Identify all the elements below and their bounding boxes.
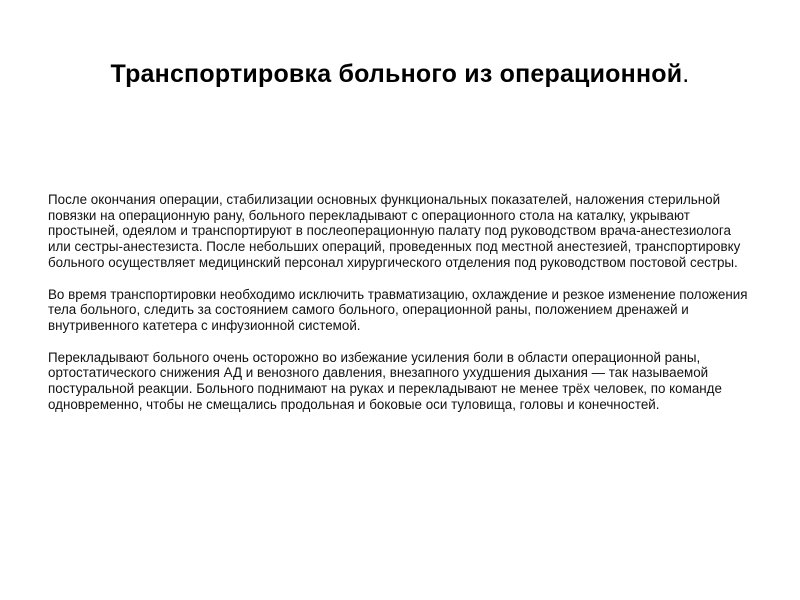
- slide-title-dot: .: [682, 60, 690, 88]
- slide-title: [40, 56, 760, 92]
- paragraph-transport-procedure: После окончания операции, стабилизации основных функциональных показателей, наложения стерильной повязки на операционную рану, больного перекладывают с операционного стола на каталку, укрывают простыней, одеялом и транспортируют в послеоперационную палату под руководством врача-анестезиолога или сестры-анестезиста. После небольших операций, проведенных под местной анестезией, транспортировку больного осуществляет медицинский персонал хирургического отделения под руководством постовой сестры.: [48, 192, 741, 270]
- paragraph-transport-precautions: Во время транспортировки необходимо исключить травматизацию, охлаждение и резкое изменение положения тела больного, следить за состоянием самого больного, операционной раны, положением дренажей и внутривенного катетера с инфузионной системой.: [48, 286, 748, 333]
- slide-title-text: Транспортировка больного из операционной: [110, 60, 683, 88]
- slide-body: [48, 192, 748, 428]
- paragraph-transfer-technique: Перекладывают больного очень осторожно во избежание усиления боли в области операционной раны, ортостатического снижения АД и венозного давления, внезапного ухудшения дыхания — так называемой постуральной реакции. Больного поднимают на руках и перекладывают не менее трёх человек, по команде одновременно, чтобы не смещались продольная и боковые оси туловища, головы и конечностей.: [48, 349, 722, 412]
